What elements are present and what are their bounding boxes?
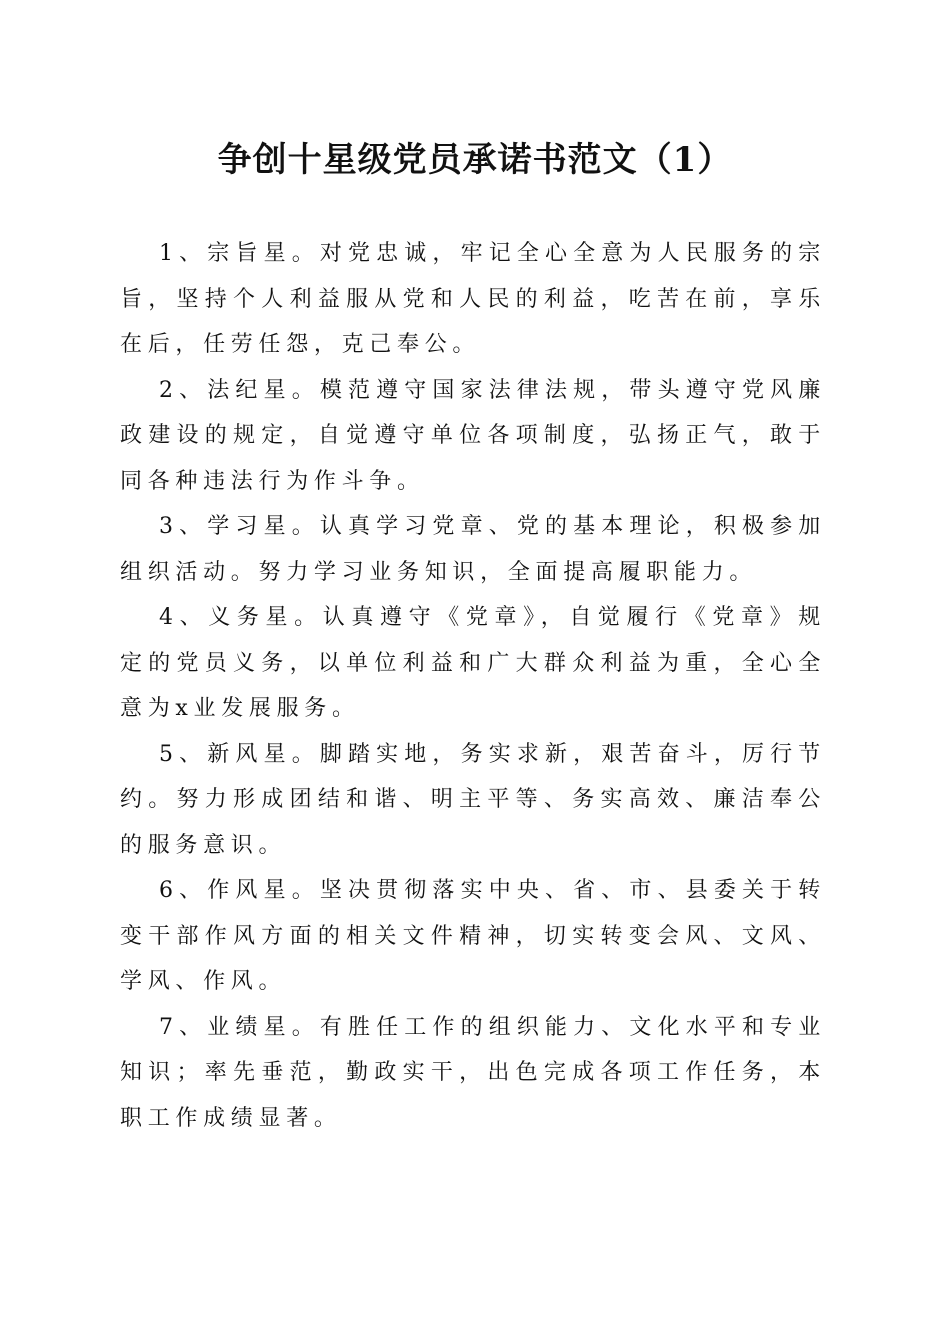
- paragraph-7: 7、业绩星。有胜任工作的组织能力、文化水平和专业知识；率先垂范，勤政实干，出色完成各项工作任务，本职工作成绩显著。: [120, 1014, 826, 1131]
- paragraph-4: 4、义务星。认真遵守《党章》，自觉履行《党章》规定的党员义务，以单位利益和广大群众利益为重，全心全意为x业发展服务。: [120, 605, 826, 721]
- document-body: [120, 231, 826, 1141]
- paragraph-6: 6、作风星。坚决贯彻落实中央、省、市、县委关于转变干部作风方面的相关文件精神，切实转变会风、文风、学风、作风。: [120, 878, 826, 994]
- paragraph-2: 2、法纪星。模范遵守国家法律法规，带头遵守党风廉政建设的规定，自觉遵守单位各项制度，弘扬正气，敢于同各种违法行为作斗争。: [120, 377, 826, 494]
- paragraph-3: 3、学习星。认真学习党章、党的基本理论，积极参加组织活动。努力学习业务知识，全面提高履职能力。: [120, 514, 826, 585]
- document-title: 争创十星级党员承诺书范文（1）: [217, 140, 733, 180]
- paragraph-1: 1、宗旨星。对党忠诚，牢记全心全意为人民服务的宗旨，坚持个人利益服从党和人民的利益，吃苦在前，享乐在后，任劳任怨，克己奉公。: [120, 241, 826, 357]
- paragraph-5: 5、新风星。脚踏实地，务实求新，艰苦奋斗，厉行节约。努力形成团结和谐、明主平等、务实高效、廉洁奉公的服务意识。: [120, 741, 826, 858]
